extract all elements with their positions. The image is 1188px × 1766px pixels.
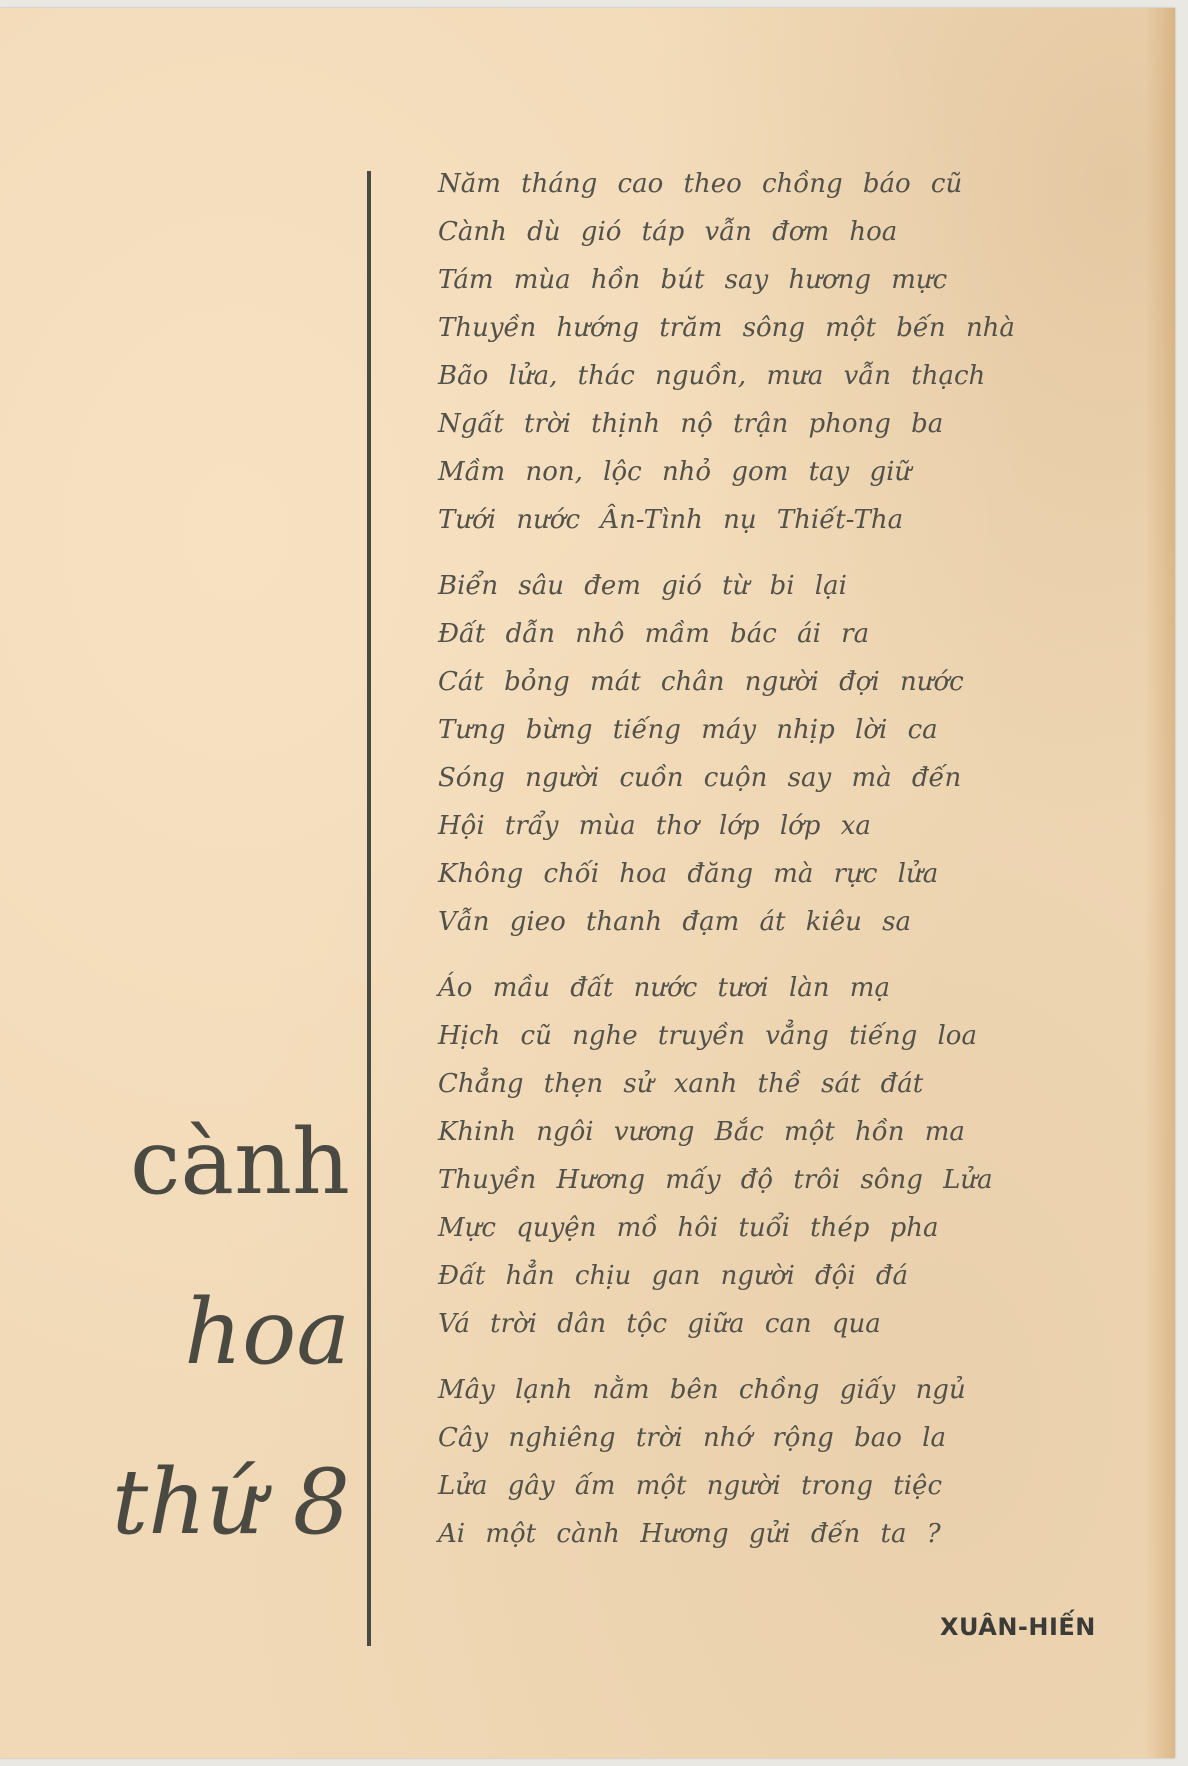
poem-line: Vá trời dân tộc giữa can qua <box>438 1309 881 1339</box>
author-signature: XUÂN-HIẾN <box>940 1613 1096 1641</box>
title-word-2: hoa <box>184 1280 350 1385</box>
poem-line: Không chối hoa đăng mà rực lửa <box>438 859 939 889</box>
title-word-1: cành <box>130 1110 350 1215</box>
poem-line: Chẳng thẹn sử xanh thề sát đát <box>438 1069 924 1099</box>
stanza <box>438 964 1058 1348</box>
poem-line: Ai một cành Hương gửi đến ta ? <box>438 1519 941 1549</box>
title-word-3: thứ 8 <box>112 1450 350 1555</box>
poem-line: Áo mầu đất nước tươi làn mạ <box>438 973 890 1003</box>
poem-line: Hội trẩy mùa thơ lớp lớp xa <box>438 811 871 841</box>
poem-line: Tưng bừng tiếng máy nhịp lời ca <box>438 715 938 745</box>
poem-line: Khinh ngôi vương Bắc một hồn ma <box>438 1117 965 1147</box>
poem-line: Tám mùa hồn bút say hương mực <box>438 265 948 295</box>
poem-line: Hịch cũ nghe truyền vẳng tiếng loa <box>438 1021 977 1051</box>
poem-line: Cát bỏng mát chân người đợi nước <box>438 667 964 697</box>
poem-line: Mực quyện mồ hôi tuổi thép pha <box>438 1213 939 1243</box>
poem-body <box>438 160 1058 1576</box>
magazine-page <box>0 8 1175 1758</box>
poem-line: Bão lửa, thác nguồn, mưa vẫn thạch <box>438 361 986 391</box>
poem-line: Thuyền hướng trăm sông một bến nhà <box>438 313 1015 343</box>
poem-line: Biển sâu đem gió từ bi lại <box>438 571 847 601</box>
poem-line: Mây lạnh nằm bên chồng giấy ngủ <box>438 1375 966 1405</box>
poem-line: Ngất trời thịnh nộ trận phong ba <box>438 409 944 439</box>
poem-line: Tưới nước Ân-Tình nụ Thiết-Tha <box>438 505 904 535</box>
poem-line: Mầm non, lộc nhỏ gom tay giữ <box>438 457 912 487</box>
vertical-rule <box>367 171 371 1646</box>
stanza <box>438 562 1058 946</box>
poem-line: Sóng người cuồn cuộn say mà đến <box>438 763 962 793</box>
stanza <box>438 1366 1058 1558</box>
poem-line: Thuyền Hương mấy độ trôi sông Lửa <box>438 1165 993 1195</box>
poem-line: Cây nghiêng trời nhớ rộng bao la <box>438 1423 946 1453</box>
poem-line: Vẫn gieo thanh đạm át kiêu sa <box>438 907 912 937</box>
page-edge-shading <box>1145 8 1175 1758</box>
poem-line: Lửa gây ấm một người trong tiệc <box>438 1471 943 1501</box>
stanza <box>438 160 1058 544</box>
poem-line: Đất hẳn chịu gan người đội đá <box>438 1261 909 1291</box>
poem-line: Năm tháng cao theo chồng báo cũ <box>438 169 963 199</box>
poem-line: Đất dẫn nhô mầm bác ái ra <box>438 619 870 649</box>
poem-line: Cành dù gió táp vẫn đơm hoa <box>438 217 898 247</box>
